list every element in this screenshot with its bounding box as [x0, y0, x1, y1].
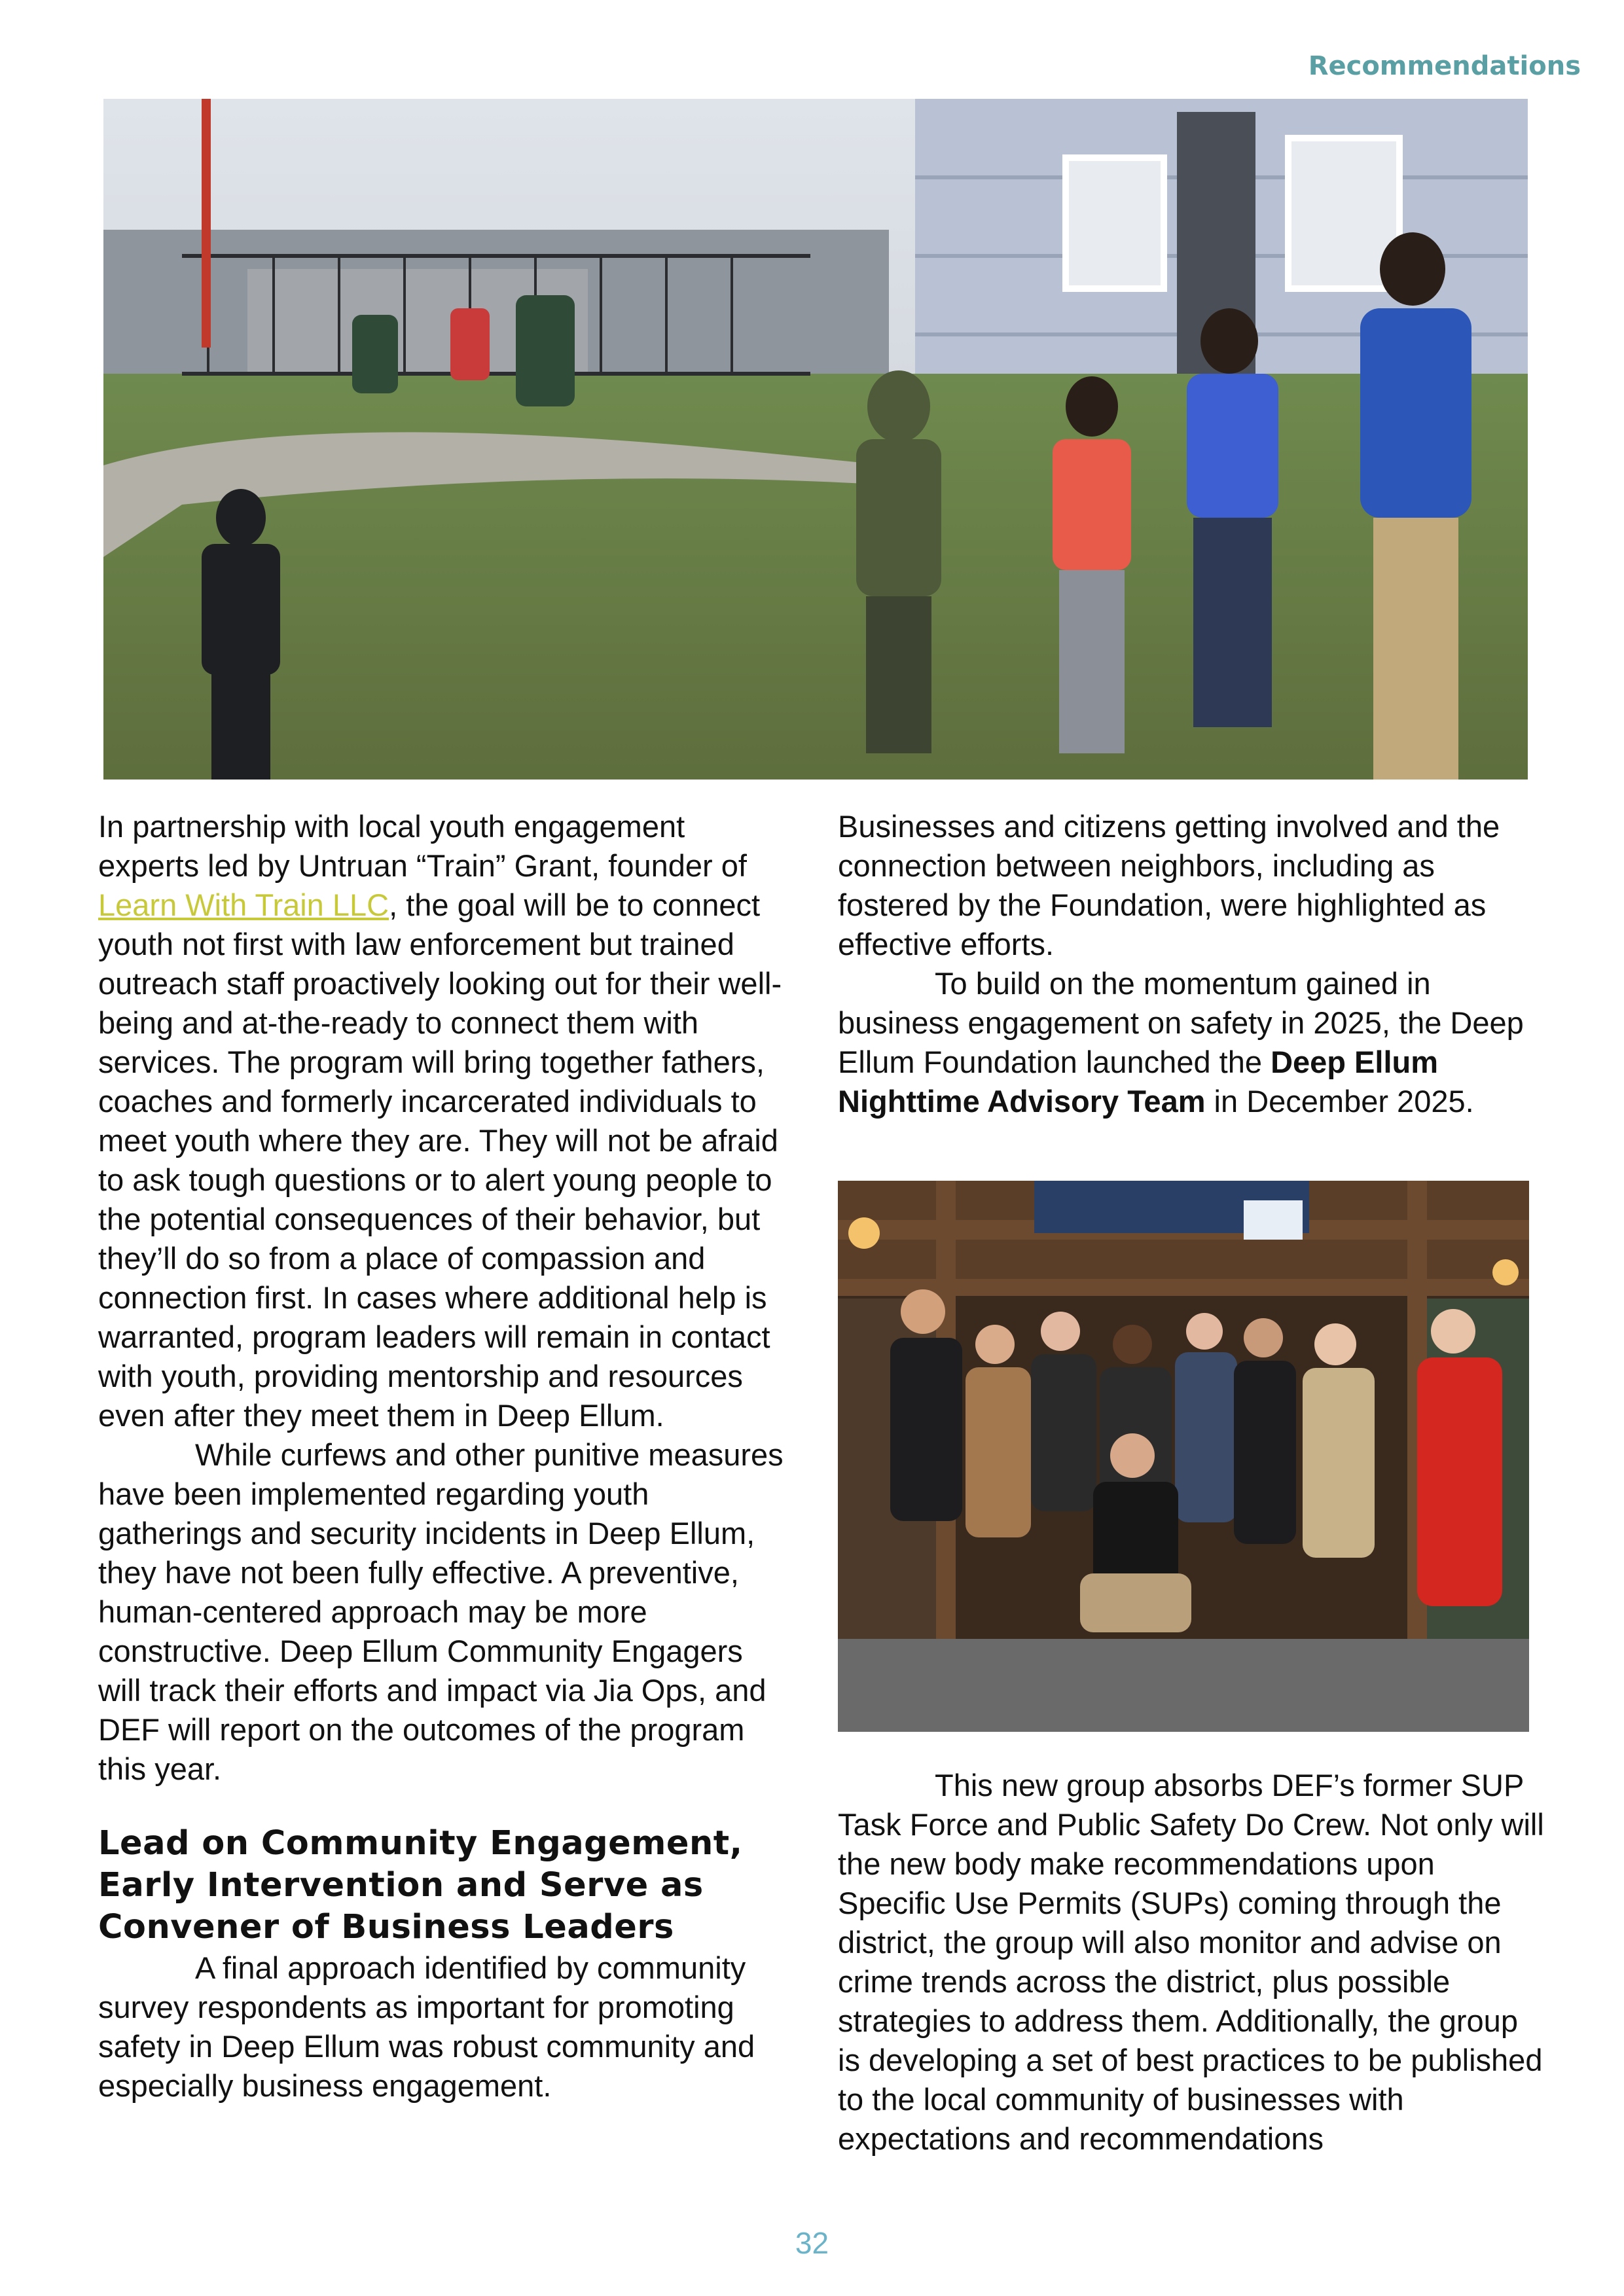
section-label: Recommendations — [1308, 51, 1581, 81]
left-column — [98, 807, 785, 2106]
left-paragraph-1 — [98, 807, 785, 1435]
text-run: In partnership with local youth engagement experts led by Untruan “Train” Grant, founder of — [98, 809, 747, 883]
left-paragraph-3: A final approach identified by community survey respondents as important for promoting safety in Deep Ellum was robust community and especially business engagement. — [98, 1950, 755, 2103]
advisory-team-photo — [838, 1181, 1529, 1732]
section-heading: Lead on Community Engagement, Early Intervention and Serve as Convener of Business Leaders — [98, 1824, 743, 1946]
right-paragraph-2 — [838, 964, 1545, 1121]
text-run: in December 2025. — [1205, 1084, 1474, 1119]
advisory-team-name: Deep Ellum Nighttime Advisory Team — [838, 1045, 1439, 1119]
right-paragraph-1: Businesses and citizens getting involved and the connection between neighbors, including as fostered by the Foundation, were highlighted as effective efforts. — [838, 809, 1500, 961]
page-number: 32 — [795, 2226, 829, 2260]
photo-illustration — [103, 99, 1528, 780]
left-paragraph-2: While curfews and other punitive measures have been implemented regarding youth gatherings and security incidents in Deep Ellum, they have not been fully effective. A preventive, human-centered approach may be more constructive. Deep Ellum Community Engagers will track their efforts and impact via Jia Ops, and DEF will report on the outcomes of the program this year. — [98, 1437, 784, 1786]
text-run: , the goal will be to connect youth not first with law enforcement but trained outreach staff proactively looking out for their well-being and at-the-ready to connect them with services. The program will bring together fathers, coaches and formerly incarcerated individuals to meet youth where they are. They will not be afraid to ask tough questions or to alert young people to the potential consequences of their behavior, but they’ll do so from a place of compassion and connection first. In cases where additional help is warranted, program leaders will remain in contact with youth, providing mentorship and resources even after they meet them in Deep Ellum. — [98, 888, 782, 1433]
right-paragraph-3: This new group absorbs DEF’s former SUP Task Force and Public Safety Do Crew. Not only will the new body make recommendations upon Specific Use Permits (SUPs) coming through the district, the group will also monitor and advise on crime trends across the district, plus possible strategies to address them. Additionally, the group is developing a set of best practices to be published to the local community of businesses with expectations and recommendations — [838, 1768, 1544, 2156]
text-run: To build on the momentum gained in business engagement on safety in 2025, the Deep Ellum Foundation launched the — [838, 966, 1524, 1079]
learn-with-train-link[interactable]: Learn With Train LLC — [98, 888, 389, 922]
right-column-top — [838, 807, 1545, 1121]
photo-illustration — [838, 1181, 1529, 1732]
youth-outdoor-photo — [103, 99, 1528, 780]
right-column-bottom — [838, 1766, 1545, 2159]
